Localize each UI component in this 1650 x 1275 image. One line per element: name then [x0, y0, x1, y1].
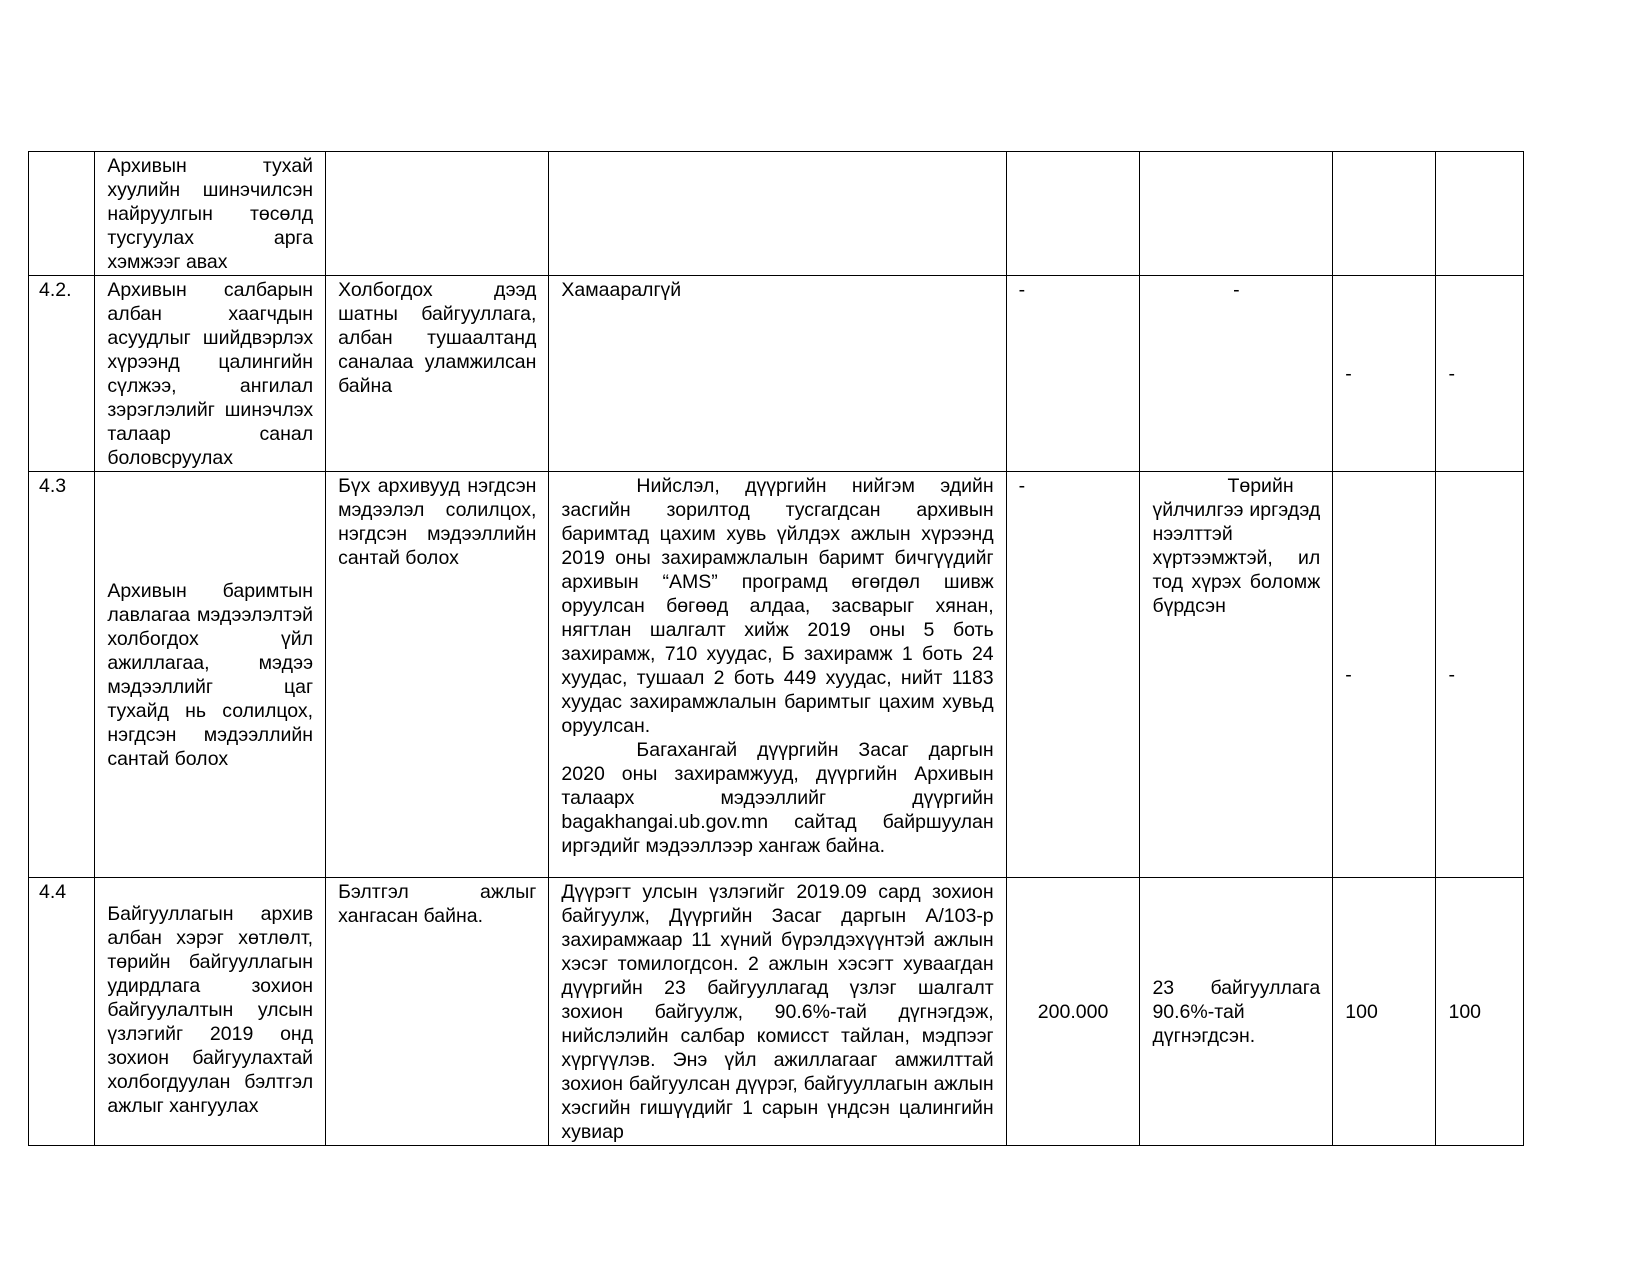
score-a-cell — [1333, 152, 1436, 276]
score-a-cell: 100 — [1333, 878, 1436, 1146]
budget-cell: - — [1006, 472, 1140, 878]
progress-cell — [549, 472, 1006, 878]
outcome-cell: - — [1140, 276, 1333, 472]
table-row — [29, 276, 1524, 472]
budget-cell: - — [1006, 276, 1140, 472]
table-row — [29, 878, 1524, 1146]
expected-result-cell: Бүх архивууд нэгдсэн мэдээлэл солилцох, нэгдсэн мэдээллийн сантай болох — [326, 472, 549, 878]
progress-cell — [549, 152, 1006, 276]
table-row — [29, 152, 1524, 276]
progress-cell — [549, 878, 1006, 1146]
table-row — [29, 472, 1524, 878]
task-cell: Архивын салбарын албан хаагчдын асуудлыг шийдвэрлэх хүрээнд цалингийн сүлжээ, ангилал зэрэглэлийг шинэчлэх талаар санал боловсруулах — [95, 276, 326, 472]
task-cell: Байгууллагын архив албан хэрэг хөтлөлт, төрийн байгууллагын удирдлага зохион байгуулалтын улсын үзлэгийг 2019 онд зохион байгуулахтай холбогдуулан бэлтгэл ажлыг хангуулах — [95, 878, 326, 1146]
report-table — [28, 151, 1524, 1146]
row-number-cell: 4.4 — [29, 878, 95, 1146]
score-a-cell: - — [1333, 276, 1436, 472]
budget-cell — [1006, 152, 1140, 276]
outcome-cell: Төрийн үйлчилгээ иргэдэд нээлттэй хүртээмжтэй, ил тод хүрэх боломж бүрдсэн — [1140, 472, 1333, 878]
expected-result-cell: Холбогдох дээд шатны байгууллага, албан тушаалтанд саналаа уламжилсан байна — [326, 276, 549, 472]
expected-result-cell — [326, 152, 549, 276]
progress-cell — [549, 276, 1006, 472]
row-number-cell — [29, 152, 95, 276]
row-number-cell: 4.2. — [29, 276, 95, 472]
row-number-cell: 4.3 — [29, 472, 95, 878]
progress-paragraph: Хамааралгүй — [561, 279, 682, 301]
progress-paragraph: Багахангай дүүргийн Засаг даргын 2020 оны захирамжууд, дүүргийн Архивын талаарх мэдээллийг дүүргийн bagakhangai.ub.gov.mn сайтад байршуулан иргэдийг мэдээллээр хангаж байна. — [561, 739, 994, 857]
outcome-cell — [1140, 152, 1333, 276]
score-a-cell: - — [1333, 472, 1436, 878]
task-cell: Архивын тухай хуулийн шинэчилсэн найруулгын төсөлд тусгуулах арга хэмжээг авах — [95, 152, 326, 276]
progress-paragraph: Дүүрэгт улсын үзлэгийг 2019.09 сард зохион байгуулж, Дүүргийн Засаг даргын А/103-р захирамжаар 11 хүний бүрэлдэхүүнтэй ажлын хэсэг томилогдсон. 2 ажлын хэсэгт хуваагдан дүүргийн 23 байгууллагад үзлэг шалгалт зохион байгуулж, 90.6%-тай дүгнэгдэж, нийслэлийн салбар комисст тайлан, мэдпээг хүргүүлэв. Энэ үйл ажиллагааг амжилттай зохион байгуулсан дүүрэг, байгууллагын ажлын хэсгийн гишүүдийг 1 сарын үндсэн цалингийн хувиар — [561, 881, 994, 1143]
score-b-cell: - — [1436, 472, 1524, 878]
progress-paragraph: Нийслэл, дүүргийн нийгэм эдийн засгийн зорилтод тусгагдсан архивын баримтад цахим хувь үйлдэх ажлын хүрээнд 2019 оны захирамжлалын баримт бичгүүдийг архивын “AMS” програмд өгөгдөл шивж оруулсан бөгөөд алдаа, засварыг хянан, нягтлан шалгалт хийж 2019 оны 5 боть захирамж, 710 хуудас, Б захирамж 1 боть 24 хуудас, тушаал 2 боть 449 хуудас, нийт 1183 хуудас захирамжлалын баримтыг цахим хувьд оруулсан. — [561, 475, 994, 737]
expected-result-cell: Бэлтгэл ажлыг хангасан байна. — [326, 878, 549, 1146]
budget-cell: 200.000 — [1006, 878, 1140, 1146]
score-b-cell: 100 — [1436, 878, 1524, 1146]
score-b-cell — [1436, 152, 1524, 276]
outcome-cell: 23 байгууллага 90.6%-тай дүгнэгдсэн. — [1140, 878, 1333, 1146]
task-cell: Архивын баримтын лавлагаа мэдээлэлтэй холбогдох үйл ажиллагаа, мэдээ мэдээллийг цаг тухайд нь солилцох, нэгдсэн мэдээллийн сантай болох — [95, 472, 326, 878]
score-b-cell: - — [1436, 276, 1524, 472]
